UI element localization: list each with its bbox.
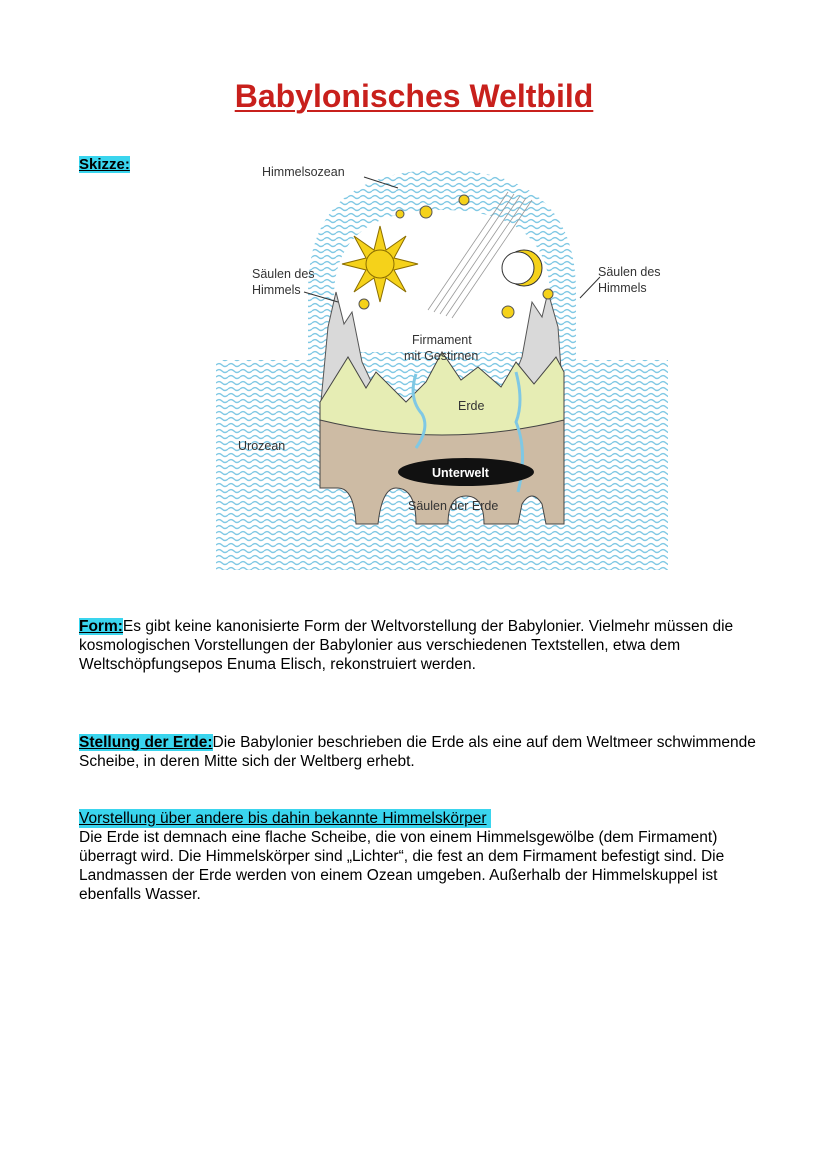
babylonian-world-diagram bbox=[216, 152, 668, 570]
label-erde: Erde bbox=[458, 399, 485, 413]
vorstellung-heading: Vorstellung über andere bis dahin bekannte Himmelskörper bbox=[79, 809, 491, 828]
label-unterwelt: Unterwelt bbox=[432, 466, 489, 480]
label-saeulen-erde: Säulen der Erde bbox=[408, 499, 499, 513]
moon-icon bbox=[502, 250, 542, 286]
form-heading: Form: bbox=[79, 618, 123, 635]
label-urozean: Urozean bbox=[238, 439, 286, 453]
skizze-heading: Skizze: bbox=[79, 156, 130, 173]
label-saeulen-himmel-left-2: Himmels bbox=[252, 283, 301, 297]
label-firmament-1: Firmament bbox=[412, 333, 472, 347]
label-firmament-2: mit Gestirnen bbox=[404, 349, 479, 363]
stellung-heading: Stellung der Erde: bbox=[79, 734, 213, 751]
label-saeulen-himmel-right-1: Säulen des bbox=[598, 265, 661, 279]
vorstellung-text: Die Erde ist demnach eine flache Scheibe, die von einem Himmelsgewölbe (dem Firmament) überragt wird. Die Himmelskörper sind „Lichter“, die fest an dem Firmament befestigt sind. Die Landmassen der Erde werden von einem Ozean umgeben. Außerhalb der Himmelskuppel ist ebenfalls Wasser. bbox=[79, 829, 725, 903]
page-title: Babylonisches Weltbild bbox=[234, 78, 594, 114]
form-paragraph bbox=[79, 617, 759, 674]
skizze-label bbox=[79, 156, 130, 173]
stellung-text: Die Babylonier beschrieben die Erde als eine auf dem Weltmeer schwimmende Scheibe, in deren Mitte sich der Weltberg erhebt. bbox=[79, 734, 756, 770]
form-text: Es gibt keine kanonisierte Form der Weltvorstellung der Babylonier. Vielmehr müssen die kosmologischen Vorstellungen der Babylonier aus verschiedenen Textstellen, etwa dem Weltschöpfungsepos Enuma Elisch, rekonstruiert werden. bbox=[79, 618, 734, 673]
label-saeulen-himmel-left-1: Säulen des bbox=[252, 267, 315, 281]
label-himmelsozean: Himmelsozean bbox=[262, 165, 345, 179]
label-saeulen-himmel-right-2: Himmels bbox=[598, 281, 647, 295]
stellung-paragraph bbox=[79, 733, 759, 771]
